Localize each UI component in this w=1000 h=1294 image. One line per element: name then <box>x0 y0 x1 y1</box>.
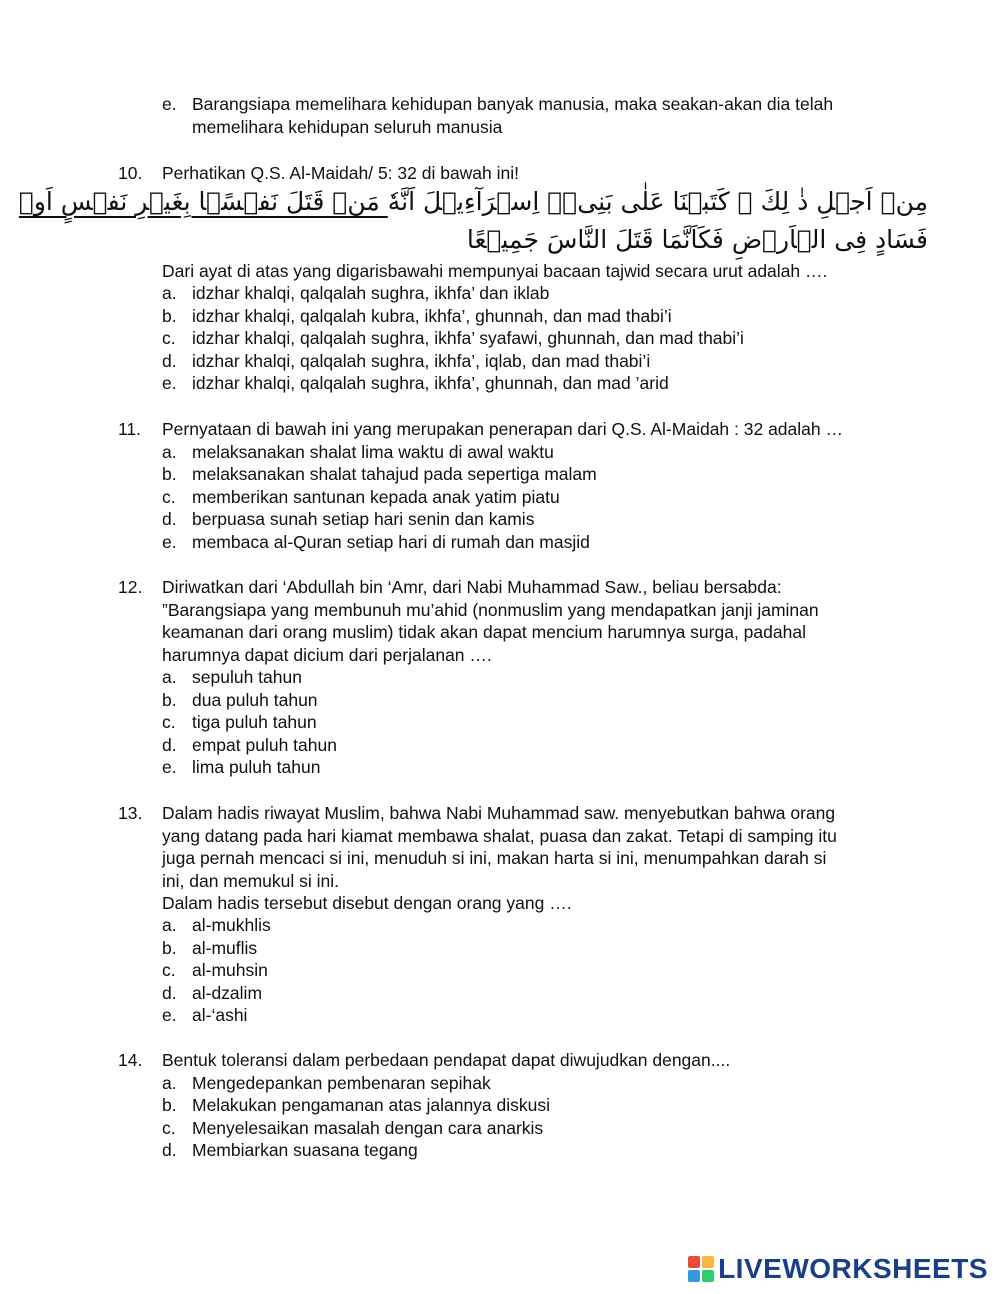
option-text: sepuluh tahun <box>192 667 302 687</box>
arabic-plain: مِنۡ اَجۡلِ ذٰ لِكَ ۚ كَتَبۡنَا عَلٰى بَنِىۡۤ اِسۡرَآءِيۡلَ اَنَّهٗ <box>387 187 928 216</box>
logo-text: LIVEWORKSHEETS <box>718 1252 988 1284</box>
q14-option-d[interactable] <box>162 1139 942 1162</box>
option-text: melaksanakan shalat lima waktu di awal waktu <box>192 442 554 462</box>
q13-option-a[interactable] <box>162 914 942 937</box>
option-letter: c. <box>162 712 176 732</box>
q14-option-c[interactable] <box>162 1117 942 1140</box>
option-letter: c. <box>162 487 176 507</box>
arabic-underlined: مَنۡ قَتَلَ نَفۡسًۢا بِغَيۡرِ نَفۡسٍ اَوۡ <box>18 187 388 216</box>
option-letter: d. <box>162 735 177 755</box>
question-number: 14. <box>118 1050 143 1070</box>
option-text: idzhar khalqi, qalqalah kubra, ikhfa’, ghunnah, dan mad thabi’i <box>192 306 672 326</box>
q12-option-b[interactable] <box>162 689 942 712</box>
option-text: berpuasa sunah setiap hari senin dan kamis <box>192 509 535 529</box>
option-letter: d. <box>162 509 177 529</box>
option-text: Mengedepankan pembenaran sepihak <box>192 1073 491 1093</box>
option-text: idzhar khalqi, qalqalah sughra, ikhfa’ dan iklab <box>192 283 550 303</box>
q13-option-c[interactable] <box>162 959 942 982</box>
option-letter: b. <box>162 306 177 326</box>
option-text: Membiarkan suasana tegang <box>192 1140 418 1160</box>
q10-option-e[interactable] <box>162 372 942 395</box>
q10-option-a[interactable] <box>162 282 942 305</box>
question-line: ”Barangsiapa yang membunuh mu’ahid (nonmuslim yang mendapatkan janji jaminan <box>162 599 819 620</box>
option-text-line1: Barangsiapa memelihara kehidupan banyak manusia, maka seakan-akan dia telah <box>192 94 834 114</box>
option-text: al-muflis <box>192 938 258 958</box>
q14-option-a[interactable] <box>162 1072 942 1095</box>
option-letter: e. <box>162 1005 177 1025</box>
option-letter: a. <box>162 1073 177 1093</box>
option-letter: a. <box>162 283 177 303</box>
option-text: idzhar khalqi, qalqalah sughra, ikhfa’ syafawi, ghunnah, dan mad thabi’i <box>192 328 744 348</box>
option-text: melaksanakan shalat tahajud pada sepertiga malam <box>192 464 597 484</box>
option-letter: d. <box>162 351 177 371</box>
option-letter: b. <box>162 1095 177 1115</box>
option-letter: c. <box>162 960 176 980</box>
question-text: Pernyataan di bawah ini yang merupakan penerapan dari Q.S. Al-Maidah : 32 adalah … <box>162 419 843 439</box>
question-10-text: Dari ayat di atas yang digarisbawahi mempunyai bacaan tajwid secara urut adalah …. <box>162 261 828 281</box>
q12-option-e[interactable] <box>162 756 942 779</box>
liveworksheets-logo[interactable] <box>688 1252 988 1286</box>
q11-option-e[interactable] <box>162 531 942 554</box>
q10-option-c[interactable] <box>162 327 942 350</box>
option-text: membaca al-Quran setiap hari di rumah dan masjid <box>192 532 590 552</box>
question-line: yang datang pada hari kiamat membawa shalat, puasa dan zakat. Tetapi di samping itu <box>162 825 837 846</box>
q12-option-a[interactable] <box>162 666 942 689</box>
option-text-line2: memelihara kehidupan seluruh manusia <box>192 116 503 137</box>
option-letter: e. <box>162 532 177 552</box>
question-number: 12. <box>118 577 143 597</box>
question-line: harumnya dapat dicium dari perjalanan …. <box>162 644 492 665</box>
q13-option-b[interactable] <box>162 937 942 960</box>
question-number: 10. <box>118 163 143 183</box>
option-text: lima puluh tahun <box>192 757 321 777</box>
option-letter: a. <box>162 442 177 462</box>
option-text: al-muhsin <box>192 960 268 980</box>
question-intro: Perhatikan Q.S. Al-Maidah/ 5: 32 di bawah ini! <box>162 163 520 183</box>
option-letter: e. <box>162 373 177 393</box>
q12-option-d[interactable] <box>162 734 942 757</box>
q10-option-b[interactable] <box>162 305 942 328</box>
q11-option-c[interactable] <box>162 486 942 509</box>
option-text: Menyelesaikan masalah dengan cara anarkis <box>192 1118 544 1138</box>
option-text: al-mukhlis <box>192 915 271 935</box>
q12-option-c[interactable] <box>162 711 942 734</box>
option-text: idzhar khalqi, qalqalah sughra, ikhfa’, ghunnah, dan mad ’arid <box>192 373 669 393</box>
question-number: 11. <box>118 419 142 439</box>
option-text: dua puluh tahun <box>192 690 318 710</box>
option-text: empat puluh tahun <box>192 735 337 755</box>
q11-option-b[interactable] <box>162 463 942 486</box>
option-letter: d. <box>162 983 177 1003</box>
option-letter: e. <box>162 94 177 114</box>
question-line: ini, dan memukul si ini. <box>162 870 340 891</box>
question-text: Bentuk toleransi dalam perbedaan pendapat dapat diwujudkan dengan.... <box>162 1050 731 1070</box>
question-line: Dalam hadis riwayat Muslim, bahwa Nabi Muhammad saw. menyebutkan bahwa orang <box>162 803 836 823</box>
option-letter: c. <box>162 328 176 348</box>
q9-option-e[interactable] <box>162 93 942 138</box>
option-letter: a. <box>162 667 177 687</box>
option-text: al-dzalim <box>192 983 263 1003</box>
option-text: al-‘ashi <box>192 1005 248 1025</box>
question-line: Diriwatkan dari ‘Abdullah bin ‘Amr, dari Nabi Muhammad Saw., beliau bersabda: <box>162 577 782 597</box>
q11-option-a[interactable] <box>162 441 942 464</box>
q13-option-d[interactable] <box>162 982 942 1005</box>
question-line: Dalam hadis tersebut disebut dengan orang yang …. <box>162 893 572 914</box>
question-number: 13. <box>118 803 143 823</box>
liveworksheets-mark-icon <box>688 1256 714 1282</box>
option-letter: b. <box>162 464 177 484</box>
option-text: tiga puluh tahun <box>192 712 317 732</box>
question-line: juga pernah mencaci si ini, menuduh si ini, makan harta si ini, menumpahkan darah si <box>162 848 827 869</box>
option-letter: a. <box>162 915 177 935</box>
option-text: idzhar khalqi, qalqalah sughra, ikhfa’, iqlab, dan mad thabi’i <box>192 351 651 371</box>
option-letter: e. <box>162 757 177 777</box>
arabic-verse-line2: فَسَادٍ فِى الۡاَرۡضِ فَكَاَنَّمَا قَتَلَ النَّاسَ جَمِيۡعًا <box>466 225 928 254</box>
option-letter: c. <box>162 1118 176 1138</box>
question-line: keamanan dari orang muslim) tidak akan dapat mencium harumnya surga, padahal <box>162 622 806 643</box>
option-letter: b. <box>162 690 177 710</box>
q10-option-d[interactable] <box>162 350 942 373</box>
option-letter: b. <box>162 938 177 958</box>
q13-option-e[interactable] <box>162 1004 942 1027</box>
option-letter: d. <box>162 1140 177 1160</box>
q14-option-b[interactable] <box>162 1094 942 1117</box>
arabic-verse-line1 <box>18 184 928 220</box>
q11-option-d[interactable] <box>162 508 942 531</box>
option-text: memberikan santunan kepada anak yatim piatu <box>192 487 560 507</box>
option-text: Melakukan pengamanan atas jalannya diskusi <box>192 1095 551 1115</box>
